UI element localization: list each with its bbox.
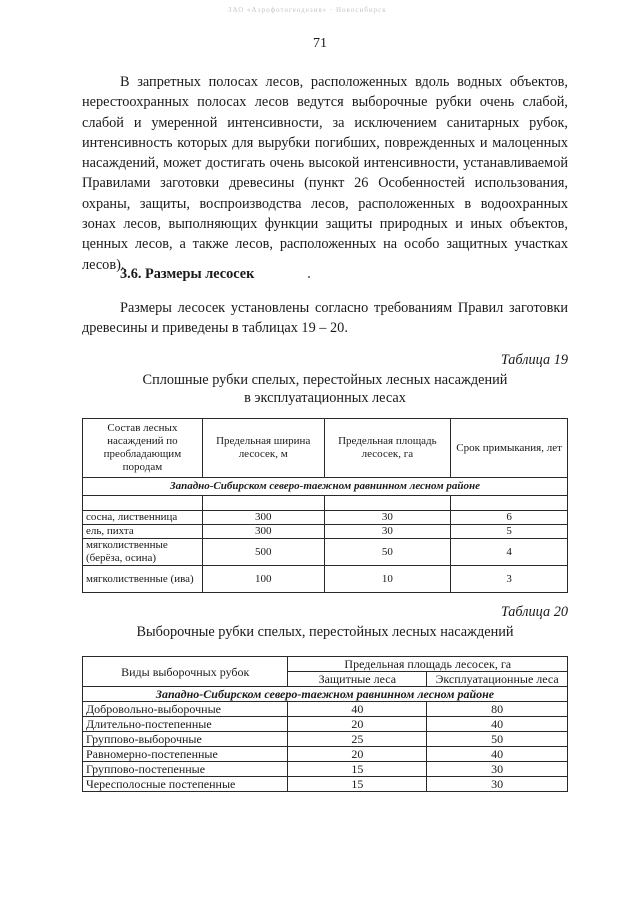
table-row [83,732,568,747]
table-cell: 50 [427,732,568,747]
table-19-label: Таблица 19 [500,352,568,368]
table-cell: 80 [427,702,568,717]
table-20-header-type: Виды выборочных рубок [83,657,288,687]
table-19-spacer-cell [324,496,451,511]
table-cell: 25 [288,732,427,747]
table-20-header-protective: Защитные леса [288,672,427,687]
table-20-region: Западно-Сибирском северо-таежном равнинном лесном районе [83,687,568,702]
table-cell: Группово-выборочные [83,732,288,747]
table-row [83,525,568,539]
table-19-caption-line1: Сплошные рубки спелых, перестойных лесных насаждений [142,372,508,388]
table-cell: ель, пихта [83,525,203,539]
table-cell: 500 [202,539,324,566]
table-cell: 20 [288,717,427,732]
table-19-header-area: Предельная площадь лесосек, га [324,419,451,478]
table-cell: 40 [427,747,568,762]
table-cell: 40 [288,702,427,717]
table-19-header-term: Срок примыкания, лет [451,419,568,478]
table-cell: 20 [288,747,427,762]
table-cell: 30 [324,525,451,539]
table-19 [82,418,568,593]
speck-dot [308,276,310,278]
table-cell: 50 [324,539,451,566]
table-row [83,702,568,717]
table-cell: 40 [427,717,568,732]
table-19-region: Западно-Сибирском северо-таежном равнинном лесном районе [83,478,568,496]
table-cell: сосна, лиственница [83,511,203,525]
paragraph-cutting-sizes: Размеры лесосек установлены согласно требованиям Правил заготовки древесины и приведены в таблицах 19 – 20. [82,300,568,337]
table-row [83,539,568,566]
table-cell: 100 [202,566,324,593]
table-cell: 30 [324,511,451,525]
table-cell: 6 [451,511,568,525]
paragraph-prohibited-zones: В запретных полосах лесов, расположенных вдоль водных объектов, нерестоохранных полосах лесов ведутся выборочные рубки очень слабой, слабой и умеренной интенсивности, за исключением санитарных рубок, интенсивность которых для вырубки погибших, поврежденных и малоценных насаждений, может достигать очень высокой интенсивности, устанавливаемой Правилами заготовки древесины (пункт 26 Особенностей использования, охраны, защиты, воспроизводства лесов, расположенных в водоохранных зонах лесов, выполняющих функции защиты природных и иных объектов, ценных лесов, а также лесов, расположенных на особо защитных участках лесов). [82,74,568,273]
table-cell: мягколиственные (берёза, осина) [83,539,203,566]
section-heading: 3.6. Размеры лесосек [120,266,255,282]
table-cell: 10 [324,566,451,593]
table-cell: 15 [288,762,427,777]
table-row [83,566,568,593]
table-cell: Длительно-постепенные [83,717,288,732]
table-cell: мягколиственные (ива) [83,566,203,593]
table-19-spacer-cell [83,496,203,511]
table-19-spacer-cell [451,496,568,511]
page-number: 71 [313,36,327,51]
table-cell: 4 [451,539,568,566]
table-row [83,747,568,762]
table-cell: Группово-постепенные [83,762,288,777]
table-row [83,777,568,792]
faint-stamp: ЗАО «Аэрофотогеодезия» · Новосибирск [228,6,387,14]
table-19-header-species: Состав лесных насаждений по преобладающим породам [83,419,203,478]
table-20-caption: Выборочные рубки спелых, перестойных лесных насаждений [136,624,514,640]
table-19-spacer-cell [202,496,324,511]
table-19-caption [82,371,568,407]
table-cell: Добровольно-выборочные [83,702,288,717]
table-cell: Чересполосные постепенные [83,777,288,792]
table-row [83,511,568,525]
table-cell: 3 [451,566,568,593]
table-cell: 300 [202,511,324,525]
table-20 [82,656,568,792]
table-row [83,717,568,732]
table-row [83,762,568,777]
table-19-header-width: Предельная ширина лесосек, м [202,419,324,478]
table-cell: 15 [288,777,427,792]
table-20-header-area: Предельная площадь лесосек, га [288,657,568,672]
table-cell: 5 [451,525,568,539]
table-cell: 30 [427,777,568,792]
table-19-caption-line2: в эксплуатационных лесах [244,390,406,406]
table-cell: 30 [427,762,568,777]
table-20-header-operational: Эксплуатационные леса [427,672,568,687]
table-20-label: Таблица 20 [500,604,568,620]
table-cell: Равномерно-постепенные [83,747,288,762]
table-cell: 300 [202,525,324,539]
